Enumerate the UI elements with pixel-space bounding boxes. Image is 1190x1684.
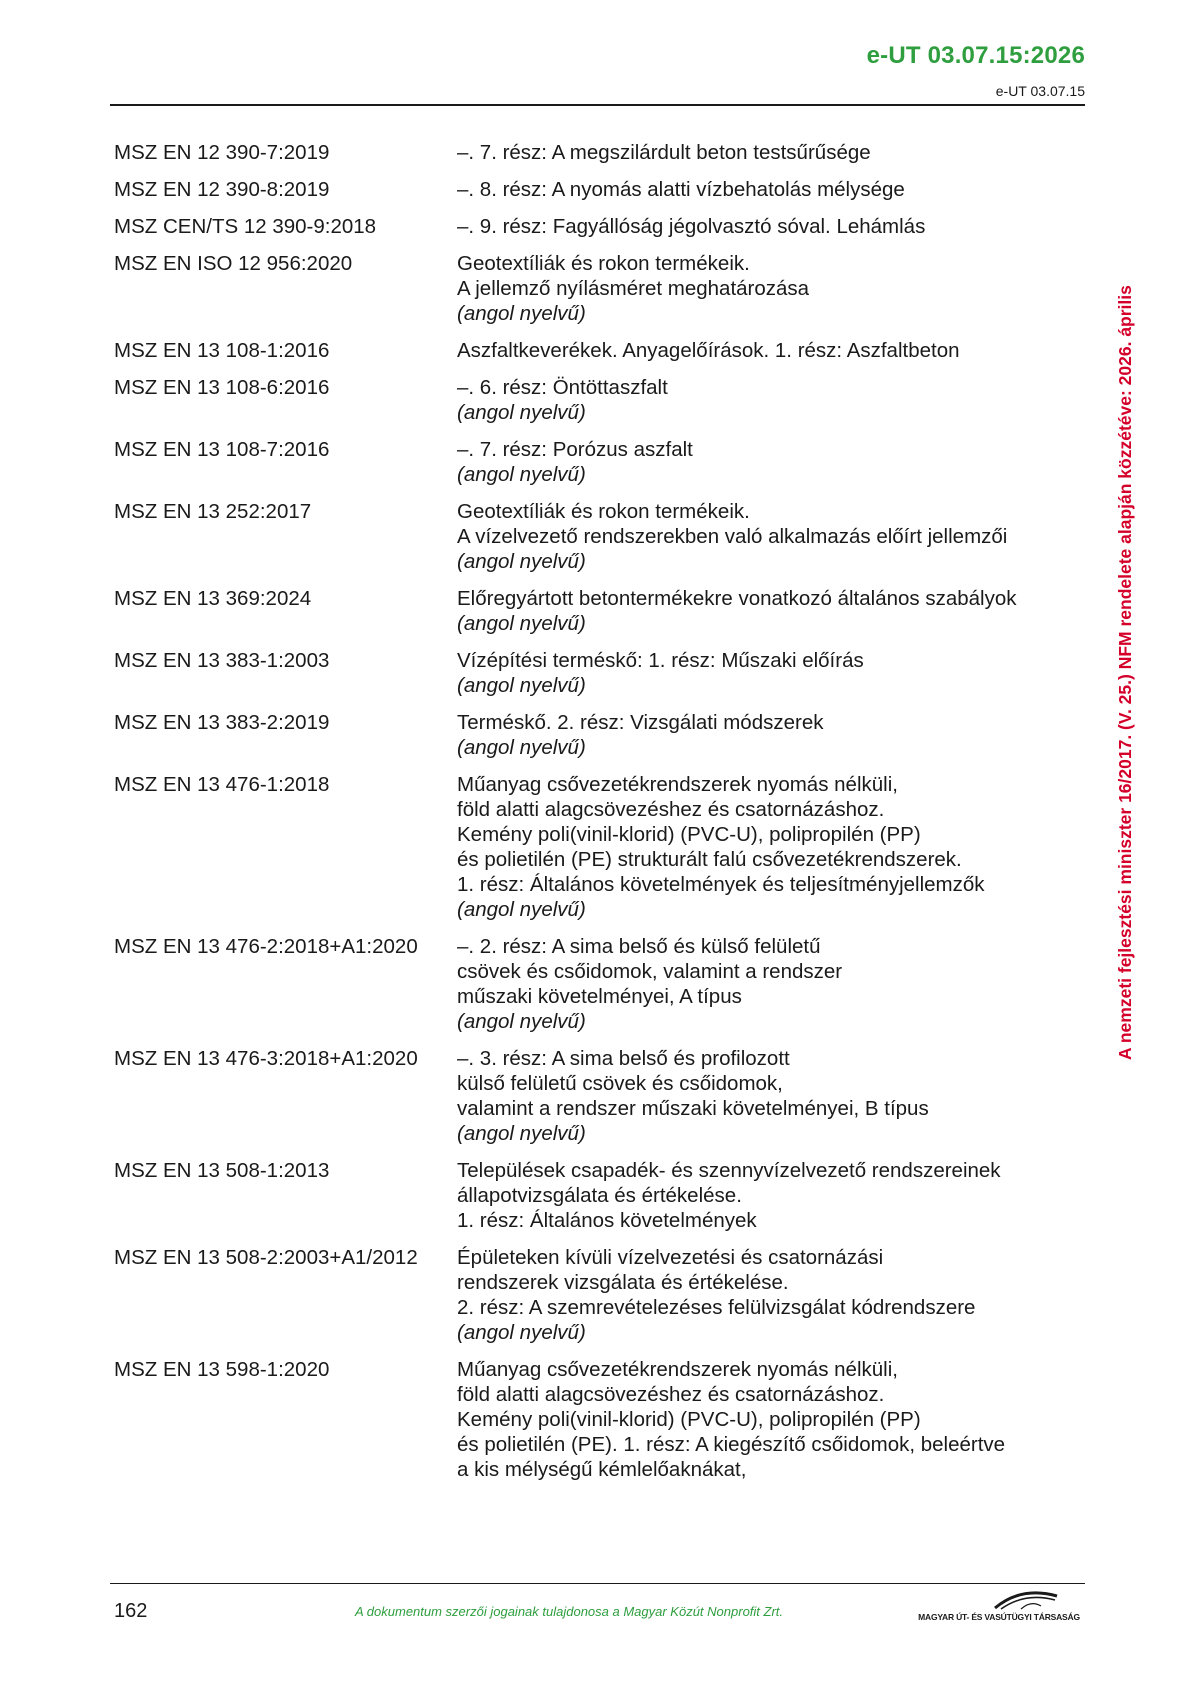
description-line: külső felületű csövek és csőidomok, [457, 1072, 783, 1095]
description-line: Vízépítési terméskő: 1. rész: Műszaki előírás [457, 649, 864, 672]
standard-row [114, 375, 1074, 425]
description-line: csövek és csőidomok, valamint a rendszer [457, 960, 843, 983]
description-line: Települések csapadék- és szennyvízelvezető rendszereinek [457, 1159, 1001, 1182]
description-line: Kemény poli(vinil-klorid) (PVC-U), polipropilén (PP) [457, 823, 921, 846]
description-line: Geotextíliák és rokon termékeik. [457, 500, 750, 523]
description-line: –. 6. rész: Öntöttaszfalt [457, 376, 668, 399]
standard-row [114, 437, 1074, 487]
standard-row [114, 1357, 1074, 1482]
language-note: (angol nyelvű) [457, 674, 586, 697]
standard-code: MSZ CEN/TS 12 390-9:2018 [114, 215, 377, 238]
language-note: (angol nyelvű) [457, 612, 586, 635]
standard-code: MSZ EN 13 108-6:2016 [114, 376, 330, 399]
standard-row [114, 934, 1074, 1034]
description-line: Terméskő. 2. rész: Vizsgálati módszerek [457, 711, 824, 734]
copyright-notice: A dokumentum szerzői jogainak tulajdonosa a Magyar Közút Nonprofit Zrt. [355, 1604, 784, 1619]
standard-code: MSZ EN 13 383-2:2019 [114, 711, 330, 734]
description-line: és polietilén (PE) strukturált falú csővezetékrendszerek. [457, 848, 962, 871]
page-number: 162 [114, 1600, 148, 1622]
standard-code: MSZ EN 13 252:2017 [114, 500, 312, 523]
standard-code: MSZ EN 13 598-1:2020 [114, 1358, 330, 1381]
document-code-title: e-UT 03.07.15:2026 [866, 42, 1085, 69]
language-note: (angol nyelvű) [457, 898, 586, 921]
standard-row [114, 338, 1074, 363]
description-line: Épületeken kívüli vízelvezetési és csatornázási [457, 1246, 884, 1269]
description-line: Kemény poli(vinil-klorid) (PVC-U), polipropilén (PP) [457, 1408, 921, 1431]
description-line: föld alatti alagcsövezéshez és csatornázáshoz. [457, 798, 885, 821]
language-note: (angol nyelvű) [457, 1010, 586, 1033]
description-line: 1. rész: Általános követelmények [457, 1209, 757, 1232]
standard-code: MSZ EN 13 476-2:2018+A1:2020 [114, 935, 418, 958]
standard-description [457, 586, 1074, 636]
document-code-subtitle: e-UT 03.07.15 [995, 83, 1085, 99]
standard-description [457, 338, 1074, 363]
description-line: –. 8. rész: A nyomás alatti vízbehatolás mélysége [457, 178, 905, 201]
standard-code: MSZ EN 13 476-3:2018+A1:2020 [114, 1047, 418, 1070]
standard-row [114, 648, 1074, 698]
description-line: –. 7. rész: A megszilárdult beton testsűrűsége [457, 141, 871, 164]
description-line: állapotvizsgálata és értékelése. [457, 1184, 742, 1207]
standard-row [114, 772, 1074, 922]
standard-row [114, 251, 1074, 326]
standard-row [114, 1245, 1074, 1345]
publication-side-note: A nemzeti fejlesztési miniszter 16/2017. (V. 25.) NFM rendelete alapján közzétéve: 2026. április [1115, 285, 1135, 1060]
language-note: (angol nyelvű) [457, 401, 586, 424]
society-logo [913, 1588, 1085, 1624]
description-line: A jellemző nyílásméret meghatározása [457, 277, 810, 300]
standard-description [457, 214, 1074, 239]
standard-description [457, 1046, 1074, 1146]
standard-description [457, 177, 1074, 202]
standard-code: MSZ EN 13 476-1:2018 [114, 773, 330, 796]
standard-description [457, 437, 1074, 487]
footer-divider [110, 1583, 1085, 1584]
standard-code: MSZ EN 13 108-7:2016 [114, 438, 330, 461]
standard-description [457, 710, 1074, 760]
standard-code: MSZ EN 12 390-8:2019 [114, 178, 330, 201]
standard-description [457, 375, 1074, 425]
standard-row [114, 140, 1074, 165]
description-line: föld alatti alagcsövezéshez és csatornázáshoz. [457, 1383, 885, 1406]
standard-row [114, 499, 1074, 574]
standard-code: MSZ EN 13 508-2:2003+A1/2012 [114, 1246, 418, 1269]
description-line: 1. rész: Általános követelmények és teljesítményjellemzők [457, 873, 985, 896]
standard-code: MSZ EN 13 383-1:2003 [114, 649, 330, 672]
description-line: 2. rész: A szemrevételezéses felülvizsgálat kódrendszere [457, 1296, 976, 1319]
standard-row [114, 1046, 1074, 1146]
language-note: (angol nyelvű) [457, 302, 586, 325]
language-note: (angol nyelvű) [457, 736, 586, 759]
description-line: –. 9. rész: Fagyállóság jégolvasztó sóval. Lehámlás [457, 215, 926, 238]
description-line: –. 2. rész: A sima belső és külső felületű [457, 935, 821, 958]
road-arc-icon [991, 1588, 1061, 1610]
standard-code: MSZ EN 13 508-1:2013 [114, 1159, 330, 1182]
description-line: Geotextíliák és rokon termékeik. [457, 252, 750, 275]
standard-description [457, 772, 1074, 922]
description-line: valamint a rendszer műszaki követelményei, B típus [457, 1097, 929, 1120]
standard-row [114, 1158, 1074, 1233]
standard-code: MSZ EN ISO 12 956:2020 [114, 252, 353, 275]
language-note: (angol nyelvű) [457, 1321, 586, 1344]
standard-row [114, 586, 1074, 636]
standard-row [114, 710, 1074, 760]
standard-row [114, 214, 1074, 239]
language-note: (angol nyelvű) [457, 1122, 586, 1145]
standard-code: MSZ EN 13 108-1:2016 [114, 339, 330, 362]
description-line: Aszfaltkeverékek. Anyagelőírások. 1. rész: Aszfaltbeton [457, 339, 960, 362]
language-note: (angol nyelvű) [457, 550, 586, 573]
standard-description [457, 934, 1074, 1034]
standard-description [457, 140, 1074, 165]
standard-description [457, 648, 1074, 698]
description-line: A vízelvezető rendszerekben való alkalmazás előírt jellemzői [457, 525, 1008, 548]
standards-list [114, 140, 1074, 1494]
language-note: (angol nyelvű) [457, 463, 586, 486]
description-line: Műanyag csővezetékrendszerek nyomás nélküli, [457, 1358, 898, 1381]
standard-description [457, 251, 1074, 326]
standard-description [457, 1158, 1074, 1233]
description-line: –. 7. rész: Porózus aszfalt [457, 438, 693, 461]
description-line: Előregyártott betontermékekre vonatkozó általános szabályok [457, 587, 1017, 610]
description-line: műszaki követelményei, A típus [457, 985, 742, 1008]
standard-code: MSZ EN 13 369:2024 [114, 587, 312, 610]
description-line: rendszerek vizsgálata és értékelése. [457, 1271, 789, 1294]
description-line: Műanyag csővezetékrendszerek nyomás nélküli, [457, 773, 898, 796]
description-line: –. 3. rész: A sima belső és profilozott [457, 1047, 790, 1070]
description-line: a kis mélységű kémlelőaknákat, [457, 1458, 747, 1481]
description-line: és polietilén (PE). 1. rész: A kiegészítő csőidomok, beleértve [457, 1433, 1006, 1456]
standard-row [114, 177, 1074, 202]
header-divider [110, 104, 1085, 106]
standard-description [457, 499, 1074, 574]
standard-code: MSZ EN 12 390-7:2019 [114, 141, 330, 164]
standard-description [457, 1357, 1074, 1482]
logo-text: MAGYAR ÚT- ÉS VASÚTÜGYI TÁRSASÁG [918, 1612, 1080, 1622]
standard-description [457, 1245, 1074, 1345]
